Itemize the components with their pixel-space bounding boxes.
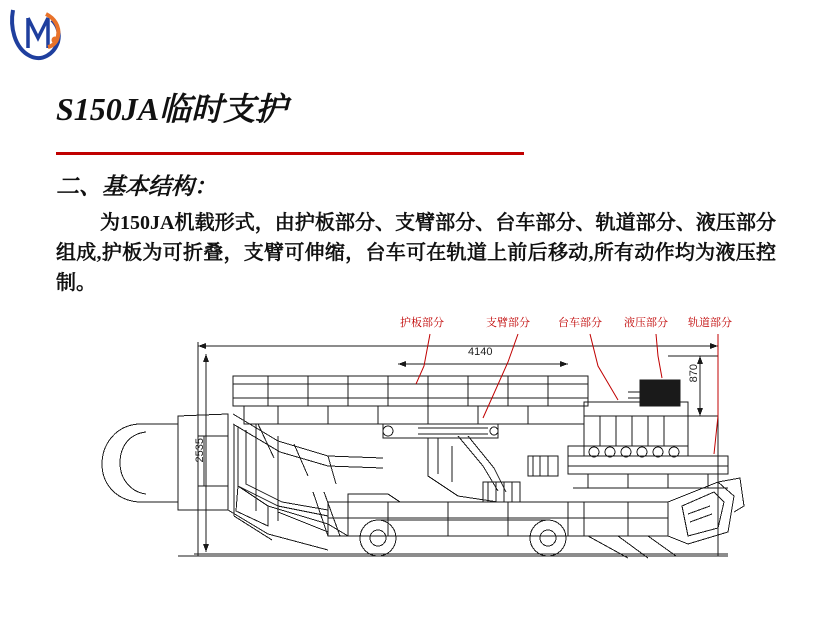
callout-label-4: 液压部分 bbox=[624, 317, 668, 329]
machine-diagram bbox=[28, 306, 818, 602]
callout-label-5: 轨道部分 bbox=[688, 317, 732, 329]
dimension-height-total: 2535 bbox=[194, 438, 206, 463]
section-heading: 二、基本结构： bbox=[56, 174, 217, 199]
slide-title: S150JA临时支护 bbox=[56, 91, 288, 127]
dimension-length: 4140 bbox=[468, 346, 493, 358]
body-paragraph: 为150JA机载形式，由护板部分、支臂部分、台车部分、轨道部分、液压部分组成,护板为可折叠，支臂可伸缩，台车可在轨道上前后移动,所有动作均为液压控制。 bbox=[56, 212, 776, 294]
company-logo bbox=[8, 4, 72, 66]
callout-label-1: 护板部分 bbox=[400, 317, 444, 329]
callout-label-3: 台车部分 bbox=[558, 317, 602, 329]
dimension-height-rail: 870 bbox=[688, 364, 700, 383]
title-divider bbox=[56, 152, 524, 155]
callout-label-2: 支臂部分 bbox=[486, 317, 530, 329]
